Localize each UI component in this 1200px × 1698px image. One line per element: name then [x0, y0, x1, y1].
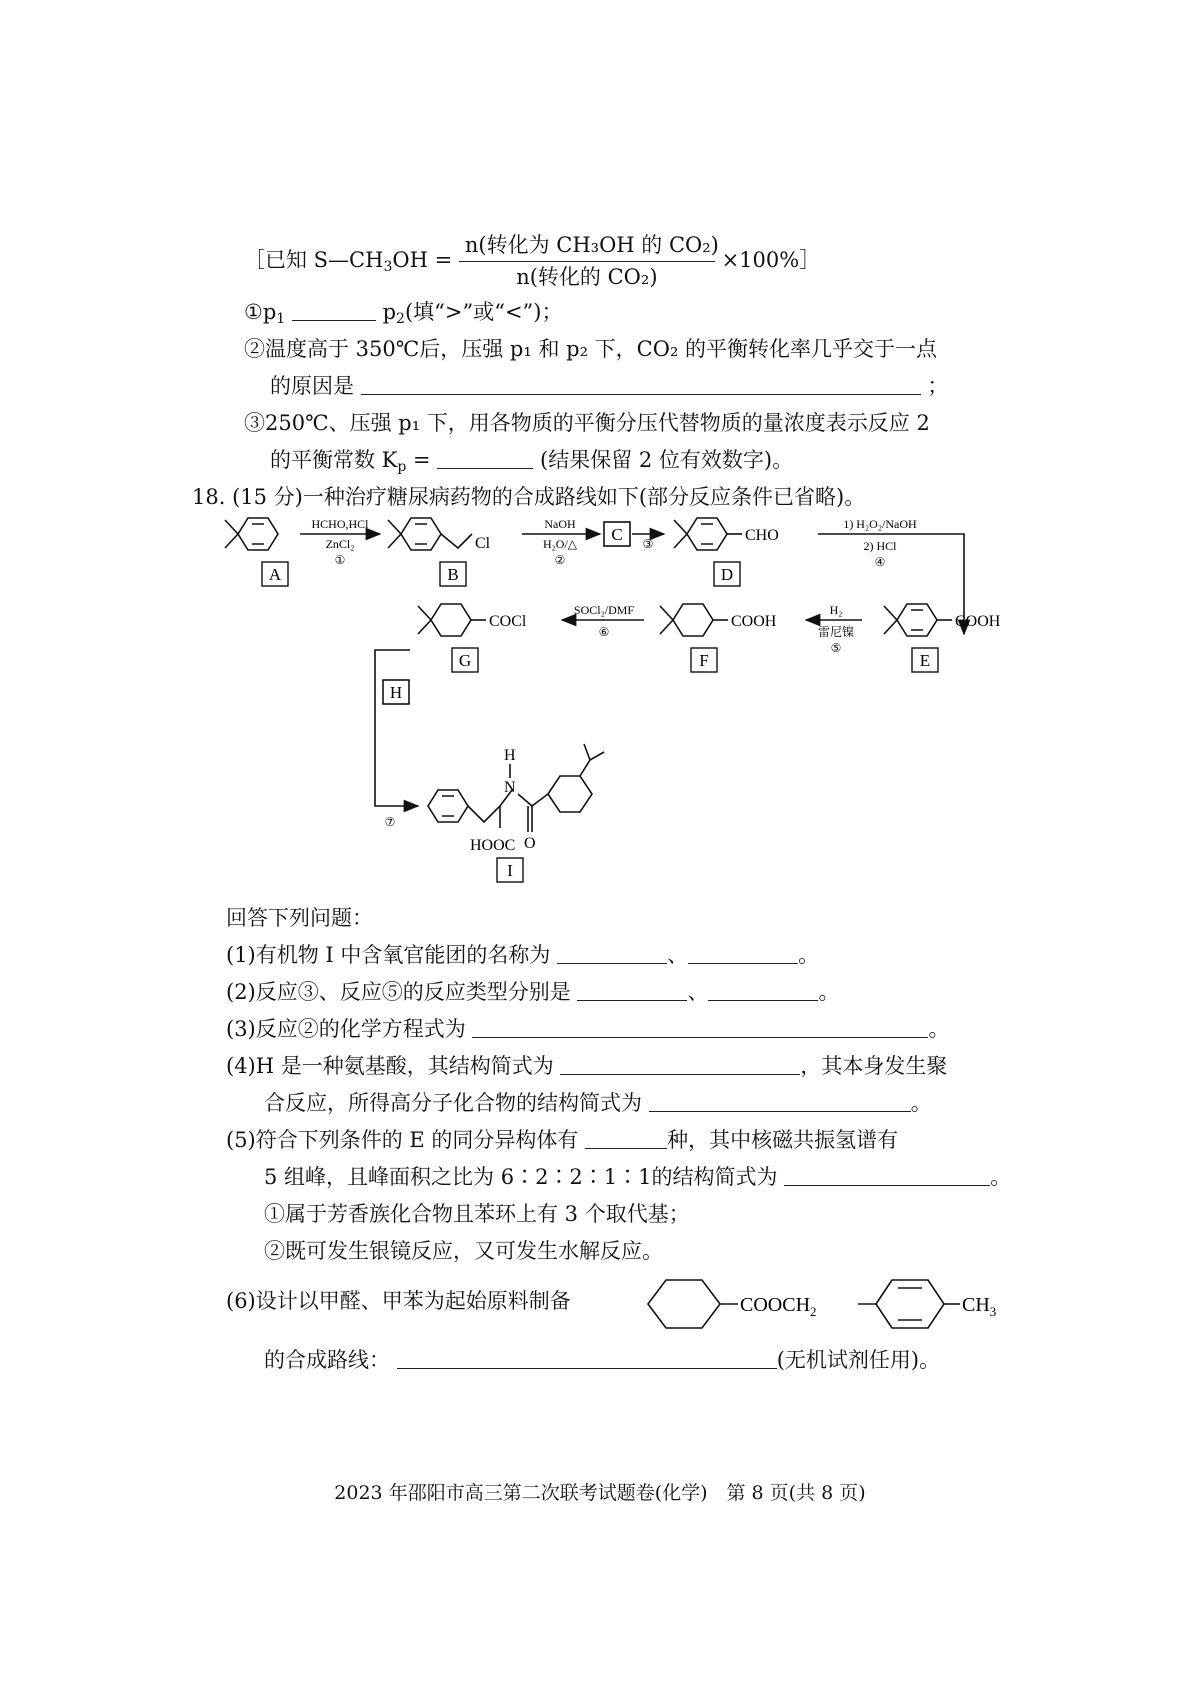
q18-p5-line2-text: 5 组峰，且峰面积之比为 6∶2∶2∶1∶1的结构简式为 — [264, 1165, 778, 1189]
q18-p1-text: (1)有机物 I 中含氧官能团的名称为 — [226, 943, 551, 967]
group-cooh-e: COOH — [955, 613, 1001, 630]
answer-blank[interactable] — [397, 1350, 777, 1369]
label-i: I — [507, 861, 513, 880]
group-o: O — [524, 835, 536, 852]
compound-e-structure — [884, 604, 952, 636]
q17-item2-text: 的原因是 — [270, 374, 354, 398]
label-a: A — [268, 565, 282, 584]
cond-r5-top: H₂ — [829, 603, 843, 617]
p6-target-structure — [640, 1264, 1060, 1344]
label-g: G — [458, 651, 472, 670]
q17-item3-sub: p — [397, 459, 407, 475]
cond-r1-num: ① — [334, 553, 346, 567]
q17-item3-tail: (结果保留 2 位有效数字)。 — [540, 448, 794, 472]
compound-g-structure — [418, 604, 486, 636]
cond-r6-top: SOCl₂/DMF — [573, 603, 635, 617]
group-n: N — [504, 779, 516, 796]
label-e: E — [919, 651, 931, 670]
p6-struct-coo: $COOCH_2$ — [740, 1294, 817, 1319]
formula-denominator: n(转化的 CO₂) — [516, 265, 658, 290]
q17-item3-line2 — [270, 448, 793, 476]
q18-p1-sep: 、 — [667, 943, 689, 967]
q18-p4-mid: ，其本身发生聚 — [800, 1054, 948, 1078]
known-formula — [244, 233, 820, 290]
cond-r3-num: ③ — [642, 537, 654, 551]
formula-numerator: n(转化为 CH₃OH 的 CO₂) — [459, 233, 715, 262]
q18-p6-line2-text: 的合成路线： — [264, 1348, 390, 1372]
q18-p5-text: (5)符合下列条件的 E 的同分异构体有 — [226, 1128, 579, 1152]
q18-p4-text: (4)H 是一种氨基酸，其结构简式为 — [226, 1054, 554, 1078]
compound-d-structure — [674, 518, 742, 550]
q17-item1: $①p_1$ $p_2$(填“>”或“<”)； — [244, 300, 563, 327]
answer-blank[interactable] — [585, 1130, 667, 1149]
q18-p5-end: 。 — [990, 1165, 1012, 1189]
q18-p5-mid: 种，其中核磁共振氢谱有 — [667, 1128, 899, 1152]
cond-r4-top: 1) H₂O₂/NaOH — [843, 517, 917, 531]
q17-item1-a: ①p — [244, 300, 277, 324]
cond-r6-num: ⑥ — [598, 625, 610, 639]
q17-item1-tail: (填“>”或“<”)； — [404, 300, 563, 324]
cond-r7-num: ⑦ — [384, 815, 396, 829]
q18-p2-end: 。 — [818, 980, 840, 1004]
q18-p4-line2-text: 合反应，所得高分子化合物的结构简式为 — [264, 1091, 642, 1115]
cond-r4-bot: 2) HCl — [863, 539, 897, 553]
cond-r5-num: ⑤ — [830, 641, 842, 655]
answer-blank[interactable] — [472, 1019, 928, 1038]
label-c: C — [611, 525, 623, 544]
answer-blank[interactable] — [649, 1093, 911, 1112]
q18-p4-line2 — [264, 1091, 932, 1116]
q18-p1-end: 。 — [798, 943, 820, 967]
compound-a-structure — [225, 518, 278, 550]
group-hooc: HOOC — [470, 837, 516, 854]
label-f: F — [699, 651, 709, 670]
q18-p5-line2 — [264, 1165, 1011, 1190]
formula-prefix: ［已知 S—CH — [244, 248, 384, 273]
q18-p4-line1 — [226, 1054, 947, 1079]
label-h: H — [389, 683, 403, 702]
answer-blank[interactable] — [784, 1167, 990, 1186]
q18-p4-end: 。 — [910, 1091, 932, 1115]
p6-struct-ch3: $CH_3$ — [962, 1294, 997, 1319]
cond-r1-top: HCHO,HCl — [311, 517, 369, 531]
compound-b-structure — [388, 518, 472, 550]
answer-blank[interactable] — [560, 1056, 800, 1075]
label-d: D — [720, 565, 734, 584]
q17-item2-line1: ②温度高于 350℃后，压强 p₁ 和 p₂ 下，CO₂ 的平衡转化率几乎交于一点 — [244, 337, 938, 361]
compound-f-structure — [660, 604, 728, 636]
q18-p5-line1 — [226, 1128, 898, 1153]
formula-suffix: ×100%］ — [721, 248, 821, 273]
answer-blank[interactable] — [688, 945, 798, 964]
q17-item2-tail: ； — [927, 374, 949, 398]
label-b: B — [447, 565, 459, 584]
q18-p3-end: 。 — [928, 1017, 950, 1041]
q18-p2 — [226, 980, 839, 1005]
answer-blank[interactable] — [361, 376, 921, 395]
q17-item3-line1: ③250℃、压强 p₁ 下，用各物质的平衡分压代替物质的量浓度表示反应 2 — [244, 411, 930, 435]
group-cocl: COCl — [489, 613, 527, 630]
formula-prefix-tail: OH = — [392, 248, 453, 273]
q18-p2-sep: 、 — [687, 980, 709, 1004]
answer-blank[interactable] — [708, 982, 818, 1001]
formula-prefix-sub: 3 — [383, 259, 393, 276]
group-nh-h: H — [504, 747, 516, 764]
q17-item3-eq: = — [406, 448, 431, 472]
compound-i-structure — [428, 744, 604, 832]
formula-fraction — [459, 233, 719, 290]
answer-blank[interactable] — [577, 982, 687, 1001]
q18-intro: 回答下列问题： — [226, 906, 373, 930]
q18-p6-line1: (6)设计以甲醛、甲苯为起始原料制备 — [226, 1289, 571, 1313]
cond-r1-bot: ZnCl₂ — [325, 537, 355, 551]
q17-item1-b: p — [382, 300, 397, 324]
q17-item2-line2 — [270, 374, 948, 399]
q18-p6-line2 — [264, 1348, 940, 1373]
q18-p3 — [226, 1017, 949, 1042]
answer-blank[interactable] — [557, 945, 667, 964]
cond-r2-num: ② — [554, 553, 566, 567]
cond-r4-num: ④ — [874, 555, 886, 569]
cond-r2-top: NaOH — [544, 517, 576, 531]
q18-p5-condition2: ②既可发生银镜反应，又可发生水解反应。 — [264, 1239, 663, 1263]
q18-p5-condition1: ①属于芳香族化合物且苯环上有 3 个取代基； — [264, 1202, 690, 1226]
group-cho: CHO — [745, 527, 779, 544]
q18-p2-text: (2)反应③、反应⑤的反应类型分别是 — [226, 980, 571, 1004]
answer-blank[interactable] — [292, 302, 376, 321]
q18-p6-end: (无机试剂任用)。 — [776, 1348, 941, 1372]
q18-p1 — [226, 943, 819, 968]
page-footer: 2023 年邵阳市高三第二次联考试题卷(化学) 第 8 页(共 8 页) — [334, 1482, 866, 1504]
q17-item3-text: 的平衡常数 K — [270, 448, 398, 472]
synthesis-scheme — [0, 510, 1200, 910]
q18-title: 18. (15 分)一种治疗糖尿病药物的合成路线如下(部分反应条件已省略)。 — [192, 485, 866, 509]
cond-r2-bot: H₂O/△ — [542, 537, 578, 551]
q18-p3-text: (3)反应②的化学方程式为 — [226, 1017, 466, 1041]
cond-r5-bot: 雷尼镍 — [817, 625, 855, 639]
group-cooh-f: COOH — [731, 613, 777, 630]
group-cl: Cl — [475, 535, 491, 552]
answer-blank[interactable] — [437, 450, 533, 469]
